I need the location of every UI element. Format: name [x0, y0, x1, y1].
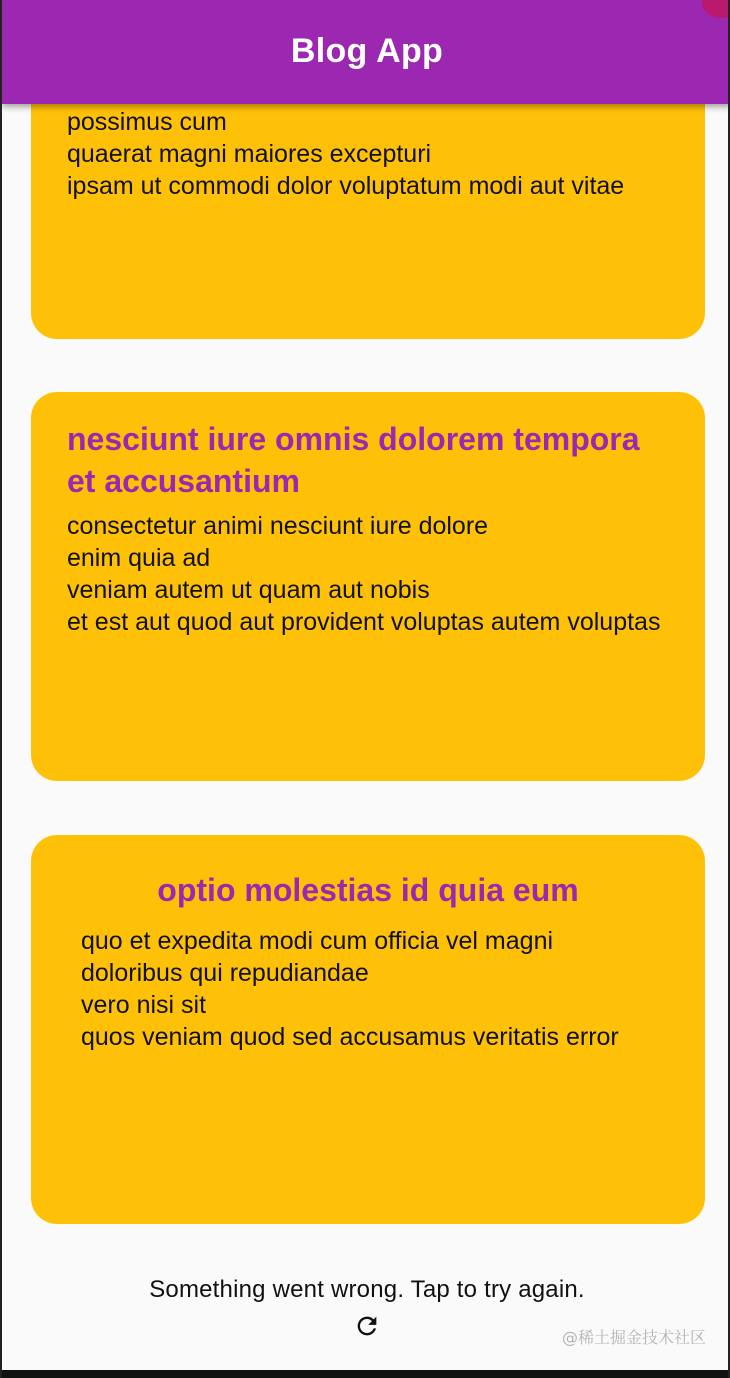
- appbar-corner-decoration: [702, 0, 730, 18]
- post-card[interactable]: [31, 835, 705, 1224]
- post-body: consectetur animi nesciunt iure dolore enim quia ad veniam autem ut quam aut nobis et est aut quod aut provident voluptas autem voluptas: [67, 512, 661, 636]
- post-card[interactable]: [31, 392, 705, 781]
- post-title: nesciunt iure omnis dolorem tempora et accusantium: [67, 421, 640, 499]
- post-title: optio molestias id quia eum: [157, 872, 579, 908]
- bottom-edge: [2, 1370, 728, 1378]
- refresh-icon[interactable]: [353, 1312, 381, 1340]
- post-body: possimus cum quaerat magni maiores excepturi ipsam ut commodi dolor voluptatum modi aut vitae: [67, 108, 625, 200]
- app-bar: [2, 0, 730, 104]
- error-message[interactable]: Something went wrong. Tap to try again.: [149, 1276, 585, 1303]
- watermark-text: @稀土掘金技术社区: [561, 1328, 706, 1347]
- app-bar-title: Blog App: [290, 31, 444, 70]
- post-body: quo et expedita modi cum officia vel magni doloribus qui repudiandae vero nisi sit quos veniam quod sed accusamus veritatis error: [81, 927, 619, 1051]
